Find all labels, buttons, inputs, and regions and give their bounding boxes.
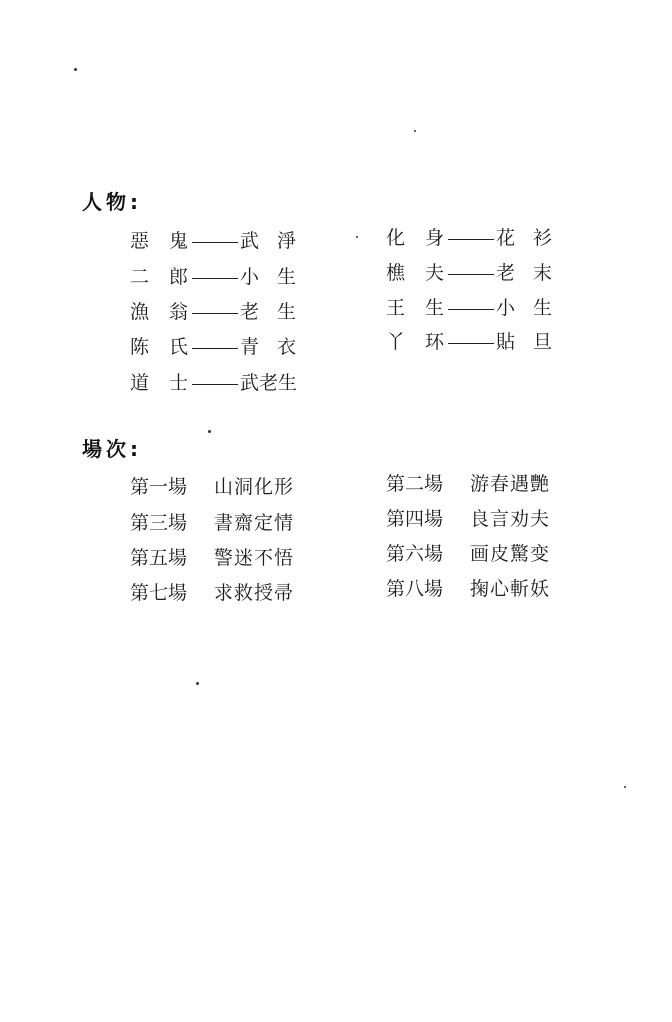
scene-number: 第一場 bbox=[130, 476, 188, 498]
dash-divider bbox=[448, 239, 494, 240]
scene-entry bbox=[386, 504, 550, 531]
character-name: 二郎 bbox=[130, 266, 209, 288]
scene-number: 第八場 bbox=[386, 578, 444, 600]
character-name: 惡鬼 bbox=[130, 230, 209, 252]
dash-divider bbox=[448, 309, 494, 310]
scene-entry bbox=[130, 472, 294, 499]
scene-title: 求救授帚 bbox=[214, 582, 295, 604]
character-name: 樵夫 bbox=[386, 262, 465, 284]
character-name: 丫环 bbox=[386, 331, 465, 353]
scene-title: 掬心斬妖 bbox=[470, 578, 551, 600]
scene-title: 游春遇艷 bbox=[470, 473, 551, 495]
character-entry bbox=[130, 262, 314, 289]
scenes-heading: 場次: bbox=[82, 437, 142, 461]
dash-divider bbox=[192, 278, 238, 279]
scene-number: 第四場 bbox=[386, 508, 444, 530]
character-entry bbox=[386, 258, 570, 285]
dash-divider bbox=[192, 313, 238, 314]
dash-divider bbox=[192, 348, 238, 349]
character-role: 武老生 bbox=[240, 372, 298, 394]
scan-speck bbox=[414, 130, 416, 132]
character-entry bbox=[130, 226, 314, 253]
character-name: 漁翁 bbox=[130, 301, 209, 323]
character-role: 青衣 bbox=[240, 336, 315, 358]
scene-number: 第六場 bbox=[386, 543, 444, 565]
character-role: 小生 bbox=[240, 266, 315, 288]
scene-entry bbox=[386, 574, 550, 601]
scene-number: 第七場 bbox=[130, 582, 188, 604]
scan-speck bbox=[624, 786, 626, 788]
scene-number: 第五場 bbox=[130, 547, 188, 569]
character-entry bbox=[130, 297, 314, 324]
character-name: 陈氏 bbox=[130, 336, 209, 358]
characters-heading: 人物: bbox=[82, 190, 142, 214]
character-entry bbox=[386, 223, 570, 250]
character-name: 道士 bbox=[130, 372, 209, 394]
dash-divider bbox=[448, 343, 494, 344]
character-role: 老生 bbox=[240, 301, 315, 323]
scan-speck bbox=[196, 682, 199, 685]
scene-entry bbox=[386, 469, 550, 496]
character-entry bbox=[130, 332, 314, 359]
character-role: 貼旦 bbox=[496, 331, 571, 353]
scene-entry bbox=[130, 578, 294, 605]
scene-title: 書齋定情 bbox=[214, 512, 295, 534]
character-name: 王生 bbox=[386, 297, 465, 319]
character-role: 花衫 bbox=[496, 227, 571, 249]
scene-entry bbox=[130, 508, 294, 535]
scene-title: 警迷不悟 bbox=[214, 547, 295, 569]
character-entry bbox=[386, 293, 570, 320]
scene-entry bbox=[130, 543, 294, 570]
scan-speck bbox=[208, 430, 211, 433]
scene-entry bbox=[386, 539, 550, 566]
scene-title: 画皮驚变 bbox=[470, 543, 551, 565]
scan-speck bbox=[356, 236, 358, 238]
character-role: 小生 bbox=[496, 297, 571, 319]
scene-title: 山洞化形 bbox=[214, 476, 295, 498]
character-entry bbox=[130, 368, 297, 395]
scene-number: 第二場 bbox=[386, 473, 444, 495]
character-role: 老末 bbox=[496, 262, 571, 284]
dash-divider bbox=[192, 384, 238, 385]
dash-divider bbox=[192, 242, 238, 243]
scene-number: 第三場 bbox=[130, 512, 188, 534]
scene-title: 良言劝夫 bbox=[470, 508, 551, 530]
character-role: 武淨 bbox=[240, 230, 315, 252]
scan-speck bbox=[74, 68, 77, 71]
character-entry bbox=[386, 327, 570, 354]
dash-divider bbox=[448, 274, 494, 275]
character-name: 化身 bbox=[386, 227, 465, 249]
